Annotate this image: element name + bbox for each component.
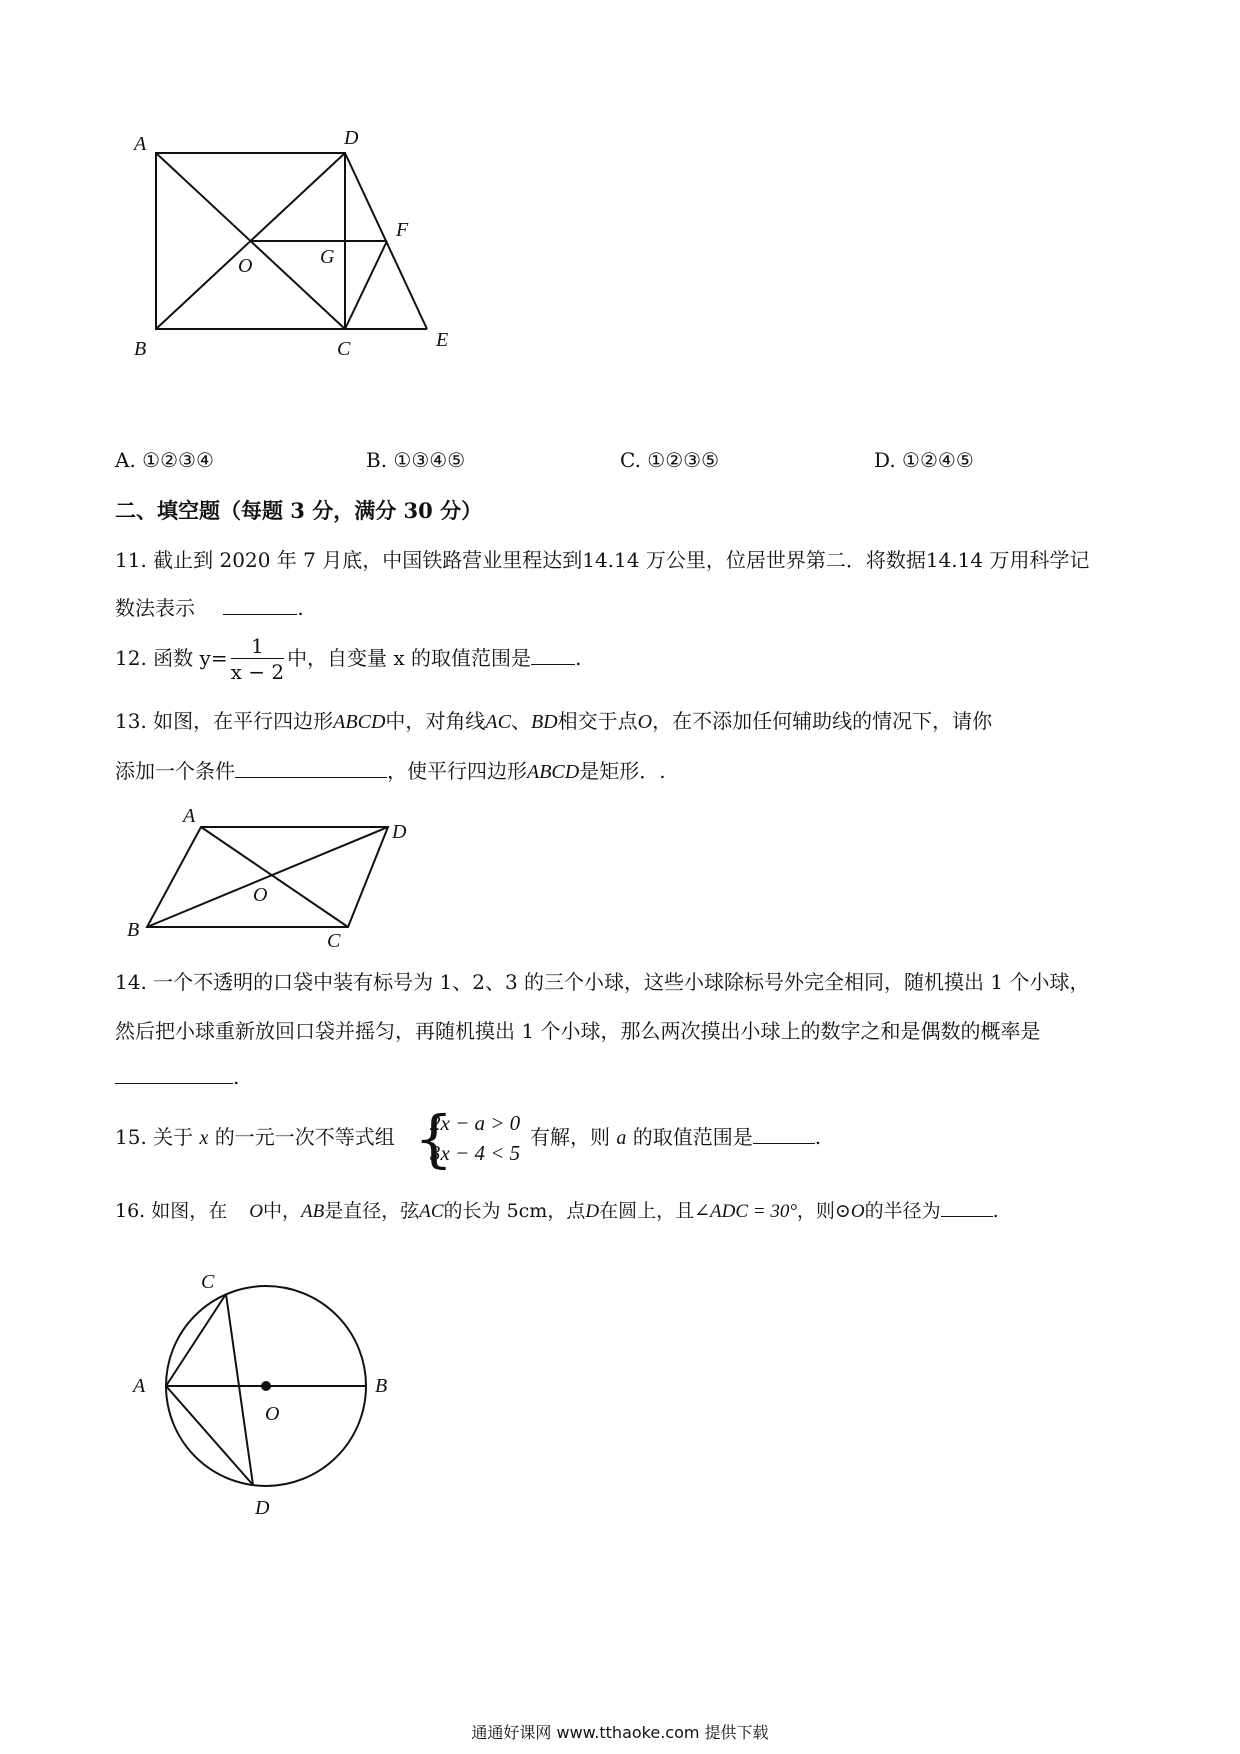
center-point (261, 1381, 271, 1391)
q16-dpt: D (585, 1201, 600, 1222)
label-a: A (134, 133, 147, 155)
label-g: G (320, 246, 335, 268)
fraction-denominator: x − 2 (230, 660, 285, 684)
section-heading: 二、填空题（每题 3 分，满分 30 分） (115, 498, 483, 523)
q13-text-d: ，在不添加任何辅助线的情况下，请你 (652, 709, 993, 733)
question-11-line2 (115, 593, 304, 623)
q15-mid: 的一元一次不等式组 (214, 1125, 395, 1149)
label-c: C (337, 338, 351, 360)
inequality-row-1: 2x − a > 0 (430, 1111, 521, 1135)
question-15 (115, 1122, 395, 1153)
answer-blank-15[interactable] (753, 1123, 815, 1144)
label-d: D (392, 821, 407, 843)
q15-x: x (199, 1127, 209, 1149)
q15-after: 有解，则 (530, 1125, 610, 1149)
q13-text-e: 添加一个条件 (115, 759, 235, 783)
q16-g: 的半径为 (864, 1200, 941, 1222)
option-d: D. ①②④⑤ (874, 448, 974, 472)
answer-blank-16[interactable] (941, 1196, 993, 1217)
q16-f: ，则⊙ (796, 1200, 851, 1222)
q16-angle: ∠ADC = 30° (694, 1201, 797, 1222)
fraction-numerator: 1 (231, 634, 284, 659)
inequality-system (414, 1102, 521, 1175)
question-14-line2: 然后把小球重新放回口袋并摇匀，再随机摸出 1 个小球，那么两次摸出小球上的数字之和是偶数的概率是 (115, 1019, 1041, 1043)
brace-icon: { (414, 1102, 454, 1175)
q13-text-b: 中，对角线 (385, 709, 486, 733)
figure-circle (125, 1268, 415, 1528)
q16-c: 是直径，弦 (324, 1200, 420, 1222)
q13-text-c: 相交于点 (557, 709, 638, 733)
figure-parallelogram (125, 800, 445, 955)
q15-end: . (814, 1125, 822, 1149)
q16-o1: O (249, 1201, 263, 1222)
option-a: A. ①②③④ (115, 448, 214, 472)
answer-blank-12[interactable] (531, 644, 575, 665)
question-11-line1: 11. 截止到 2020 年 7 月底，中国铁路营业里程达到14.14 万公里，位居世界第二．将数据14.14 万用科学记 (115, 548, 1090, 572)
label-d: D (255, 1497, 270, 1519)
question-11-end: . (297, 596, 304, 620)
label-d: D (344, 127, 359, 149)
label-o: O (265, 1403, 280, 1425)
question-11-prefix: 数法表示 (115, 596, 195, 620)
q13-abcd: ABCD (333, 711, 386, 733)
footer-credit: 通通好课网 www.tthaoke.com 提供下载 (471, 1723, 769, 1742)
q16-o2: O (850, 1201, 865, 1222)
q16-ab: AB (301, 1201, 325, 1222)
question-14-line3 (115, 1062, 239, 1092)
label-b: B (134, 338, 147, 360)
option-c: C. ①②③⑤ (620, 448, 720, 472)
q15-a: a (616, 1127, 627, 1149)
label-c: C (327, 930, 341, 952)
question-15-tail (530, 1122, 821, 1153)
q16-b: 中， (263, 1200, 302, 1222)
answer-blank-13[interactable] (235, 757, 387, 778)
q15-prefix: 15. 关于 (115, 1125, 194, 1149)
question-13-line1 (115, 706, 992, 737)
q13-sep: 、 (510, 709, 531, 733)
question-14-line1: 14. 一个不透明的口袋中装有标号为 1、2、3 的三个小球，这些小球除标号外完全相同，随机摸出 1 个小球， (115, 970, 1090, 994)
label-b: B (127, 919, 140, 941)
figure-square-abcd (130, 120, 460, 360)
question-12-prefix: 12. 函数 y= (115, 646, 228, 670)
label-a: A (183, 805, 196, 827)
q16-d: 的长为 5cm，点 (443, 1200, 586, 1222)
question-12-end: . (575, 646, 582, 670)
q14-end: . (233, 1065, 240, 1089)
q13-text-a: 13. 如图，在平行四边形 (115, 709, 334, 733)
q16-end: . (992, 1200, 999, 1222)
q16-ac: AC (419, 1201, 444, 1222)
question-12-suffix: 中，自变量 x 的取值范围是 (287, 646, 532, 670)
option-b: B. ①③④⑤ (366, 448, 466, 472)
system-block (414, 1102, 521, 1175)
inequality-row-2: 3x − 4 < 5 (430, 1141, 521, 1165)
q16-e: 在圆上，且 (599, 1200, 695, 1222)
q13-o: O (637, 711, 653, 733)
question-12 (115, 634, 581, 685)
answer-blank-14[interactable] (115, 1063, 233, 1084)
question-16 (115, 1196, 999, 1227)
q13-abcd-2: ABCD (527, 761, 580, 783)
label-o: O (238, 255, 253, 277)
fraction (231, 634, 284, 685)
answer-blank-11[interactable] (223, 594, 297, 615)
label-a: A (133, 1375, 146, 1397)
q16-a: 16. 如图，在 (115, 1200, 228, 1222)
q13-text-f: ，使平行四边形 (387, 759, 527, 783)
question-13-line2 (115, 756, 666, 787)
label-c: C (201, 1271, 215, 1293)
label-e: E (436, 329, 449, 351)
q13-text-g: 是矩形．. (579, 759, 666, 783)
label-f: F (396, 219, 409, 241)
q13-bd: BD (530, 711, 558, 733)
q15-suffix: 的取值范围是 (632, 1125, 753, 1149)
label-b: B (375, 1375, 388, 1397)
q13-ac: AC (485, 711, 511, 733)
label-o: O (253, 884, 268, 906)
